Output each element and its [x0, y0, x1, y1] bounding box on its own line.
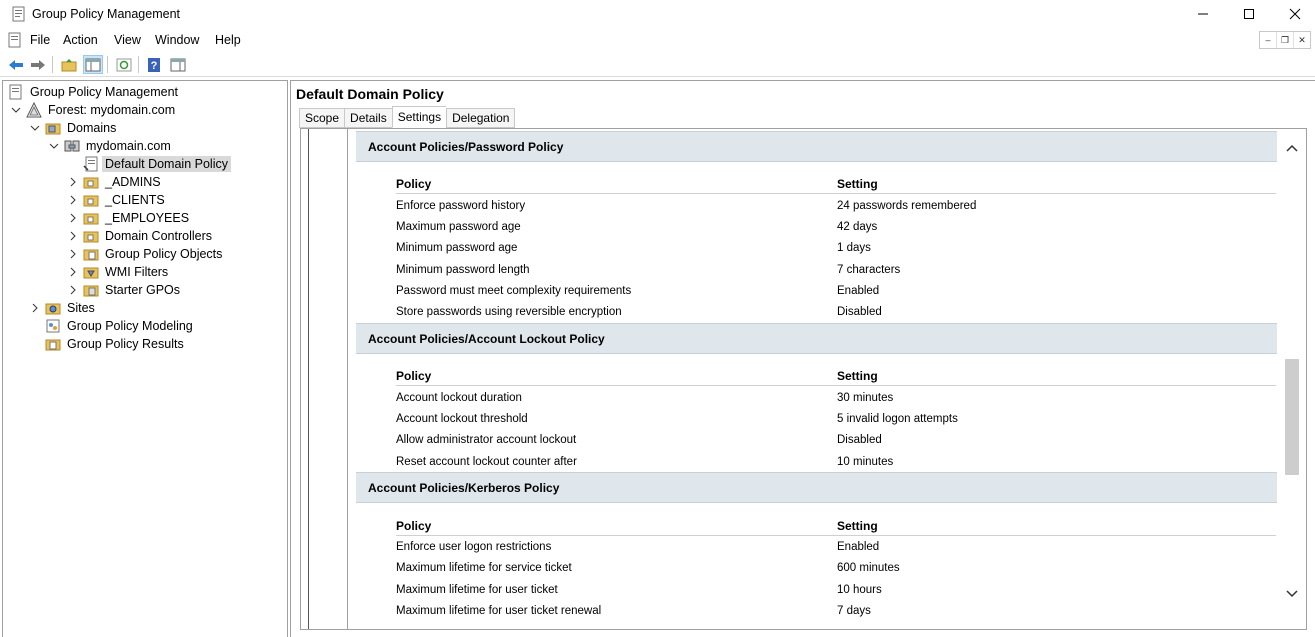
tree-group-policy-modeling[interactable]: Group Policy Modeling: [45, 317, 196, 335]
back-button[interactable]: [6, 55, 26, 74]
chevron-down-icon: [1286, 590, 1298, 598]
help-icon: [146, 57, 162, 73]
section-account-lockout-policy[interactable]: Account Policies/Account Lockout Policy: [356, 323, 1278, 354]
tree-default-domain-policy[interactable]: Default Domain Policy: [83, 155, 231, 173]
table-row: Store passwords using reversible encryption Disabled: [396, 306, 882, 318]
table-row: Minimum password age 1 days: [396, 242, 871, 254]
maximize-icon: [1243, 8, 1255, 20]
table-row: Account lockout threshold 5 invalid logon attempts: [396, 413, 958, 425]
tab-delegation[interactable]: Delegation: [446, 108, 515, 128]
properties-pane-icon: [170, 58, 186, 72]
tree-ou-clients[interactable]: _CLIENTS: [67, 191, 168, 209]
chevron-up-icon: [1286, 144, 1298, 152]
menu-window[interactable]: Window: [155, 33, 200, 47]
toolbar: [0, 52, 1315, 77]
forest-icon: [26, 102, 42, 118]
svg-text:?: ?: [150, 59, 158, 72]
gpo-folder-icon: [83, 246, 99, 262]
tab-settings[interactable]: Settings: [392, 106, 446, 128]
scrollbar-thumb[interactable]: [1285, 359, 1299, 475]
console-tree: [2, 80, 288, 637]
tree-group-policy-objects[interactable]: Group Policy Objects: [67, 245, 225, 263]
mdi-window-controls: [1259, 31, 1311, 49]
refresh-icon: [116, 58, 132, 72]
ou-folder-icon: [83, 210, 99, 226]
refresh-button[interactable]: [114, 55, 134, 74]
mdi-minimize-icon[interactable]: –: [1260, 32, 1277, 48]
table-row: Password must meet complexity requirements Enabled: [396, 285, 880, 297]
chevron-right-icon[interactable]: [67, 266, 79, 278]
tree-domain-mydomain[interactable]: mydomain.com: [48, 137, 174, 155]
table-header: Policy Setting: [396, 516, 1276, 536]
table-row: Maximum lifetime for user ticket 10 hours: [396, 584, 882, 596]
table-row: Minimum password length 7 characters: [396, 264, 901, 276]
forward-arrow-icon: [30, 58, 46, 72]
up-folder-icon: [61, 58, 77, 72]
table-header: Policy Setting: [396, 174, 1276, 194]
chevron-right-icon[interactable]: [67, 248, 79, 260]
tree-ou-employees[interactable]: _EMPLOYEES: [67, 209, 192, 227]
tab-scope[interactable]: Scope: [299, 108, 344, 128]
maximize-button[interactable]: [1226, 0, 1272, 28]
gpo-link-icon: [83, 156, 99, 172]
domains-folder-icon: [45, 120, 61, 136]
mdi-close-icon[interactable]: ✕: [1298, 34, 1306, 45]
chevron-down-icon[interactable]: [48, 140, 60, 152]
chevron-down-icon[interactable]: [10, 104, 22, 116]
window-title: Group Policy Management: [32, 7, 180, 21]
section-kerberos-policy[interactable]: Account Policies/Kerberos Policy: [356, 472, 1278, 503]
tree-domain-controllers[interactable]: Domain Controllers: [67, 227, 215, 245]
menu-help[interactable]: Help: [215, 33, 241, 47]
chevron-right-icon[interactable]: [67, 194, 79, 206]
table-header: Policy Setting: [396, 366, 1276, 386]
modeling-icon: [45, 318, 61, 334]
forward-button[interactable]: [28, 55, 48, 74]
menu-bar: [0, 28, 1315, 52]
sites-folder-icon: [45, 300, 61, 316]
show-hide-action-pane-button[interactable]: [168, 55, 188, 74]
tree-starter-gpos[interactable]: Starter GPOs: [67, 281, 183, 299]
table-row: Allow administrator account lockout Disabled: [396, 434, 882, 446]
tree-wmi-filters[interactable]: WMI Filters: [67, 263, 171, 281]
menu-view[interactable]: View: [114, 33, 141, 47]
table-row: Maximum lifetime for user ticket renewal 7 days: [396, 605, 871, 617]
vertical-scrollbar[interactable]: [1277, 129, 1307, 629]
gpmc-app-icon: [11, 6, 27, 22]
minimize-icon: [1197, 8, 1209, 20]
wmi-folder-icon: [83, 264, 99, 280]
tree-forest[interactable]: Forest: mydomain.com: [10, 101, 178, 119]
back-arrow-icon: [8, 58, 24, 72]
tree-domains[interactable]: Domains: [29, 119, 119, 137]
show-hide-console-tree-button[interactable]: [83, 55, 103, 74]
table-row: Account lockout duration 30 minutes: [396, 392, 894, 404]
ou-folder-icon: [83, 174, 99, 190]
domain-icon: [64, 138, 80, 154]
minimize-button[interactable]: [1180, 0, 1226, 28]
scroll-down-button[interactable]: [1285, 587, 1299, 601]
chevron-right-icon[interactable]: [29, 302, 41, 314]
close-icon: [1289, 8, 1301, 20]
mdi-restore-icon[interactable]: ❐: [1277, 32, 1294, 48]
help-button[interactable]: [144, 55, 164, 74]
tab-details[interactable]: Details: [344, 108, 392, 128]
menu-action[interactable]: Action: [63, 33, 98, 47]
settings-report: [300, 128, 1307, 630]
close-button[interactable]: [1272, 0, 1315, 28]
tree-ou-admins[interactable]: _ADMINS: [67, 173, 164, 191]
page-title: Default Domain Policy: [296, 86, 444, 102]
table-row: Maximum password age 42 days: [396, 221, 878, 233]
chevron-right-icon[interactable]: [67, 176, 79, 188]
table-row: Reset account lockout counter after 10 minutes: [396, 456, 894, 468]
show-hide-tree-icon: [85, 58, 101, 72]
section-password-policy[interactable]: Account Policies/Password Policy: [356, 131, 1278, 162]
chevron-right-icon[interactable]: [67, 284, 79, 296]
title-bar: [0, 0, 1315, 28]
starter-gpo-folder-icon: [83, 282, 99, 298]
table-row: Maximum lifetime for service ticket 600 minutes: [396, 562, 900, 574]
tree-group-policy-results[interactable]: Group Policy Results: [45, 335, 187, 353]
tree-root[interactable]: Group Policy Management: [8, 83, 181, 101]
table-row: Enforce user logon restrictions Enabled: [396, 541, 880, 553]
details-pane: [290, 80, 1315, 637]
results-icon: [45, 336, 61, 352]
chevron-right-icon[interactable]: [67, 212, 79, 224]
ou-folder-icon: [83, 228, 99, 244]
chevron-right-icon[interactable]: [67, 230, 79, 242]
scroll-up-button[interactable]: [1285, 141, 1299, 155]
menu-file[interactable]: File: [30, 33, 51, 47]
up-one-level-button[interactable]: [59, 55, 79, 74]
tree-sites[interactable]: Sites: [29, 299, 98, 317]
mdi-document-icon[interactable]: [7, 32, 23, 48]
ou-folder-icon: [83, 192, 99, 208]
chevron-down-icon[interactable]: [29, 122, 41, 134]
tab-strip: [299, 107, 515, 128]
gpmc-root-icon: [8, 84, 24, 100]
table-row: Enforce password history 24 passwords remembered: [396, 200, 977, 212]
